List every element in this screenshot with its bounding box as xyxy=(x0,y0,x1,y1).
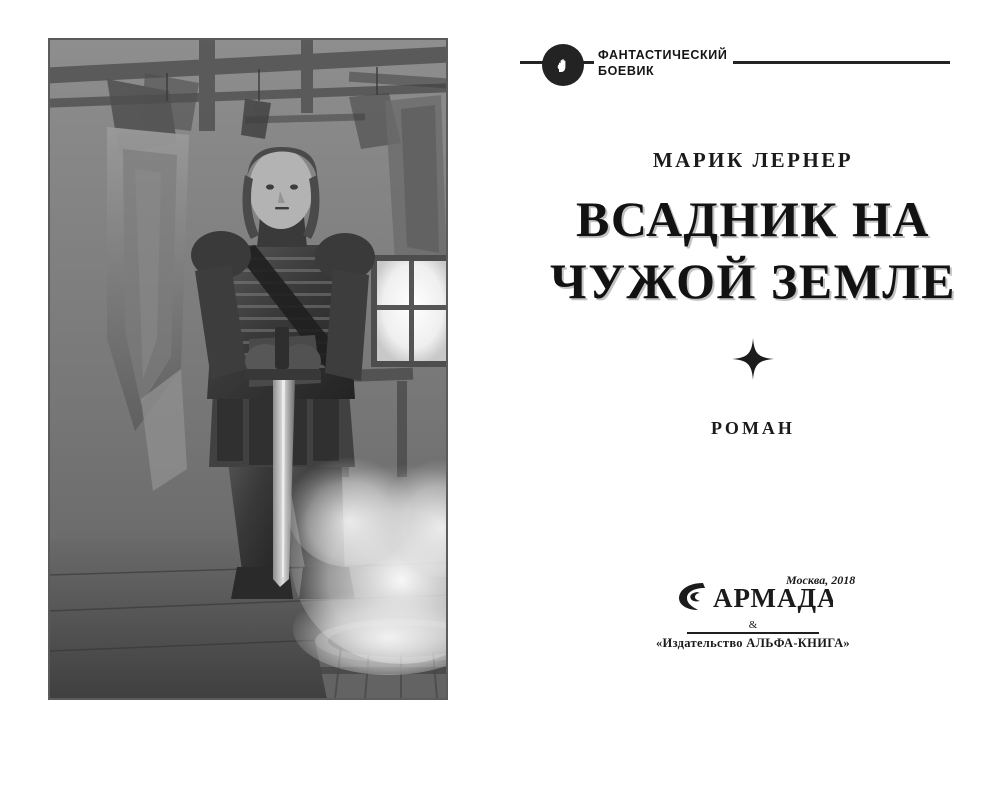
book-title xyxy=(505,188,1001,312)
svg-text:АРМАДА: АРМАДА xyxy=(713,583,833,613)
publisher-city-year: Москва, 2018 xyxy=(786,573,856,587)
book-title-line2: ЧУЖОЙ ЗЕМЛЕ xyxy=(550,253,956,309)
series-banner xyxy=(520,44,950,86)
frontispiece-illustration xyxy=(48,38,448,700)
series-label-line1: ФАНТАСТИЧЕСКИЙ xyxy=(598,48,728,62)
publisher-block xyxy=(505,575,1001,651)
publisher-second-line: «Издательство АЛЬФА-КНИГА» xyxy=(656,635,850,650)
steam-shape xyxy=(287,451,447,675)
four-pointed-star-icon xyxy=(505,338,1001,380)
genre-label: РОМАН xyxy=(711,418,795,438)
series-rule xyxy=(520,61,950,64)
book-title-line1: ВСАДНИК НА xyxy=(575,191,930,247)
title-page xyxy=(505,0,1001,800)
publisher-rule xyxy=(687,632,819,634)
publisher-logo-row xyxy=(673,573,856,621)
illustration-artwork xyxy=(49,39,447,699)
publisher-ampersand: & xyxy=(748,619,758,631)
hand-in-circle-icon xyxy=(542,44,584,86)
author-name: МАРИК ЛЕРНЕР xyxy=(652,148,854,172)
series-label-line2: БОЕВИК xyxy=(598,64,655,78)
window-shape xyxy=(371,255,447,367)
series-label xyxy=(594,45,733,81)
